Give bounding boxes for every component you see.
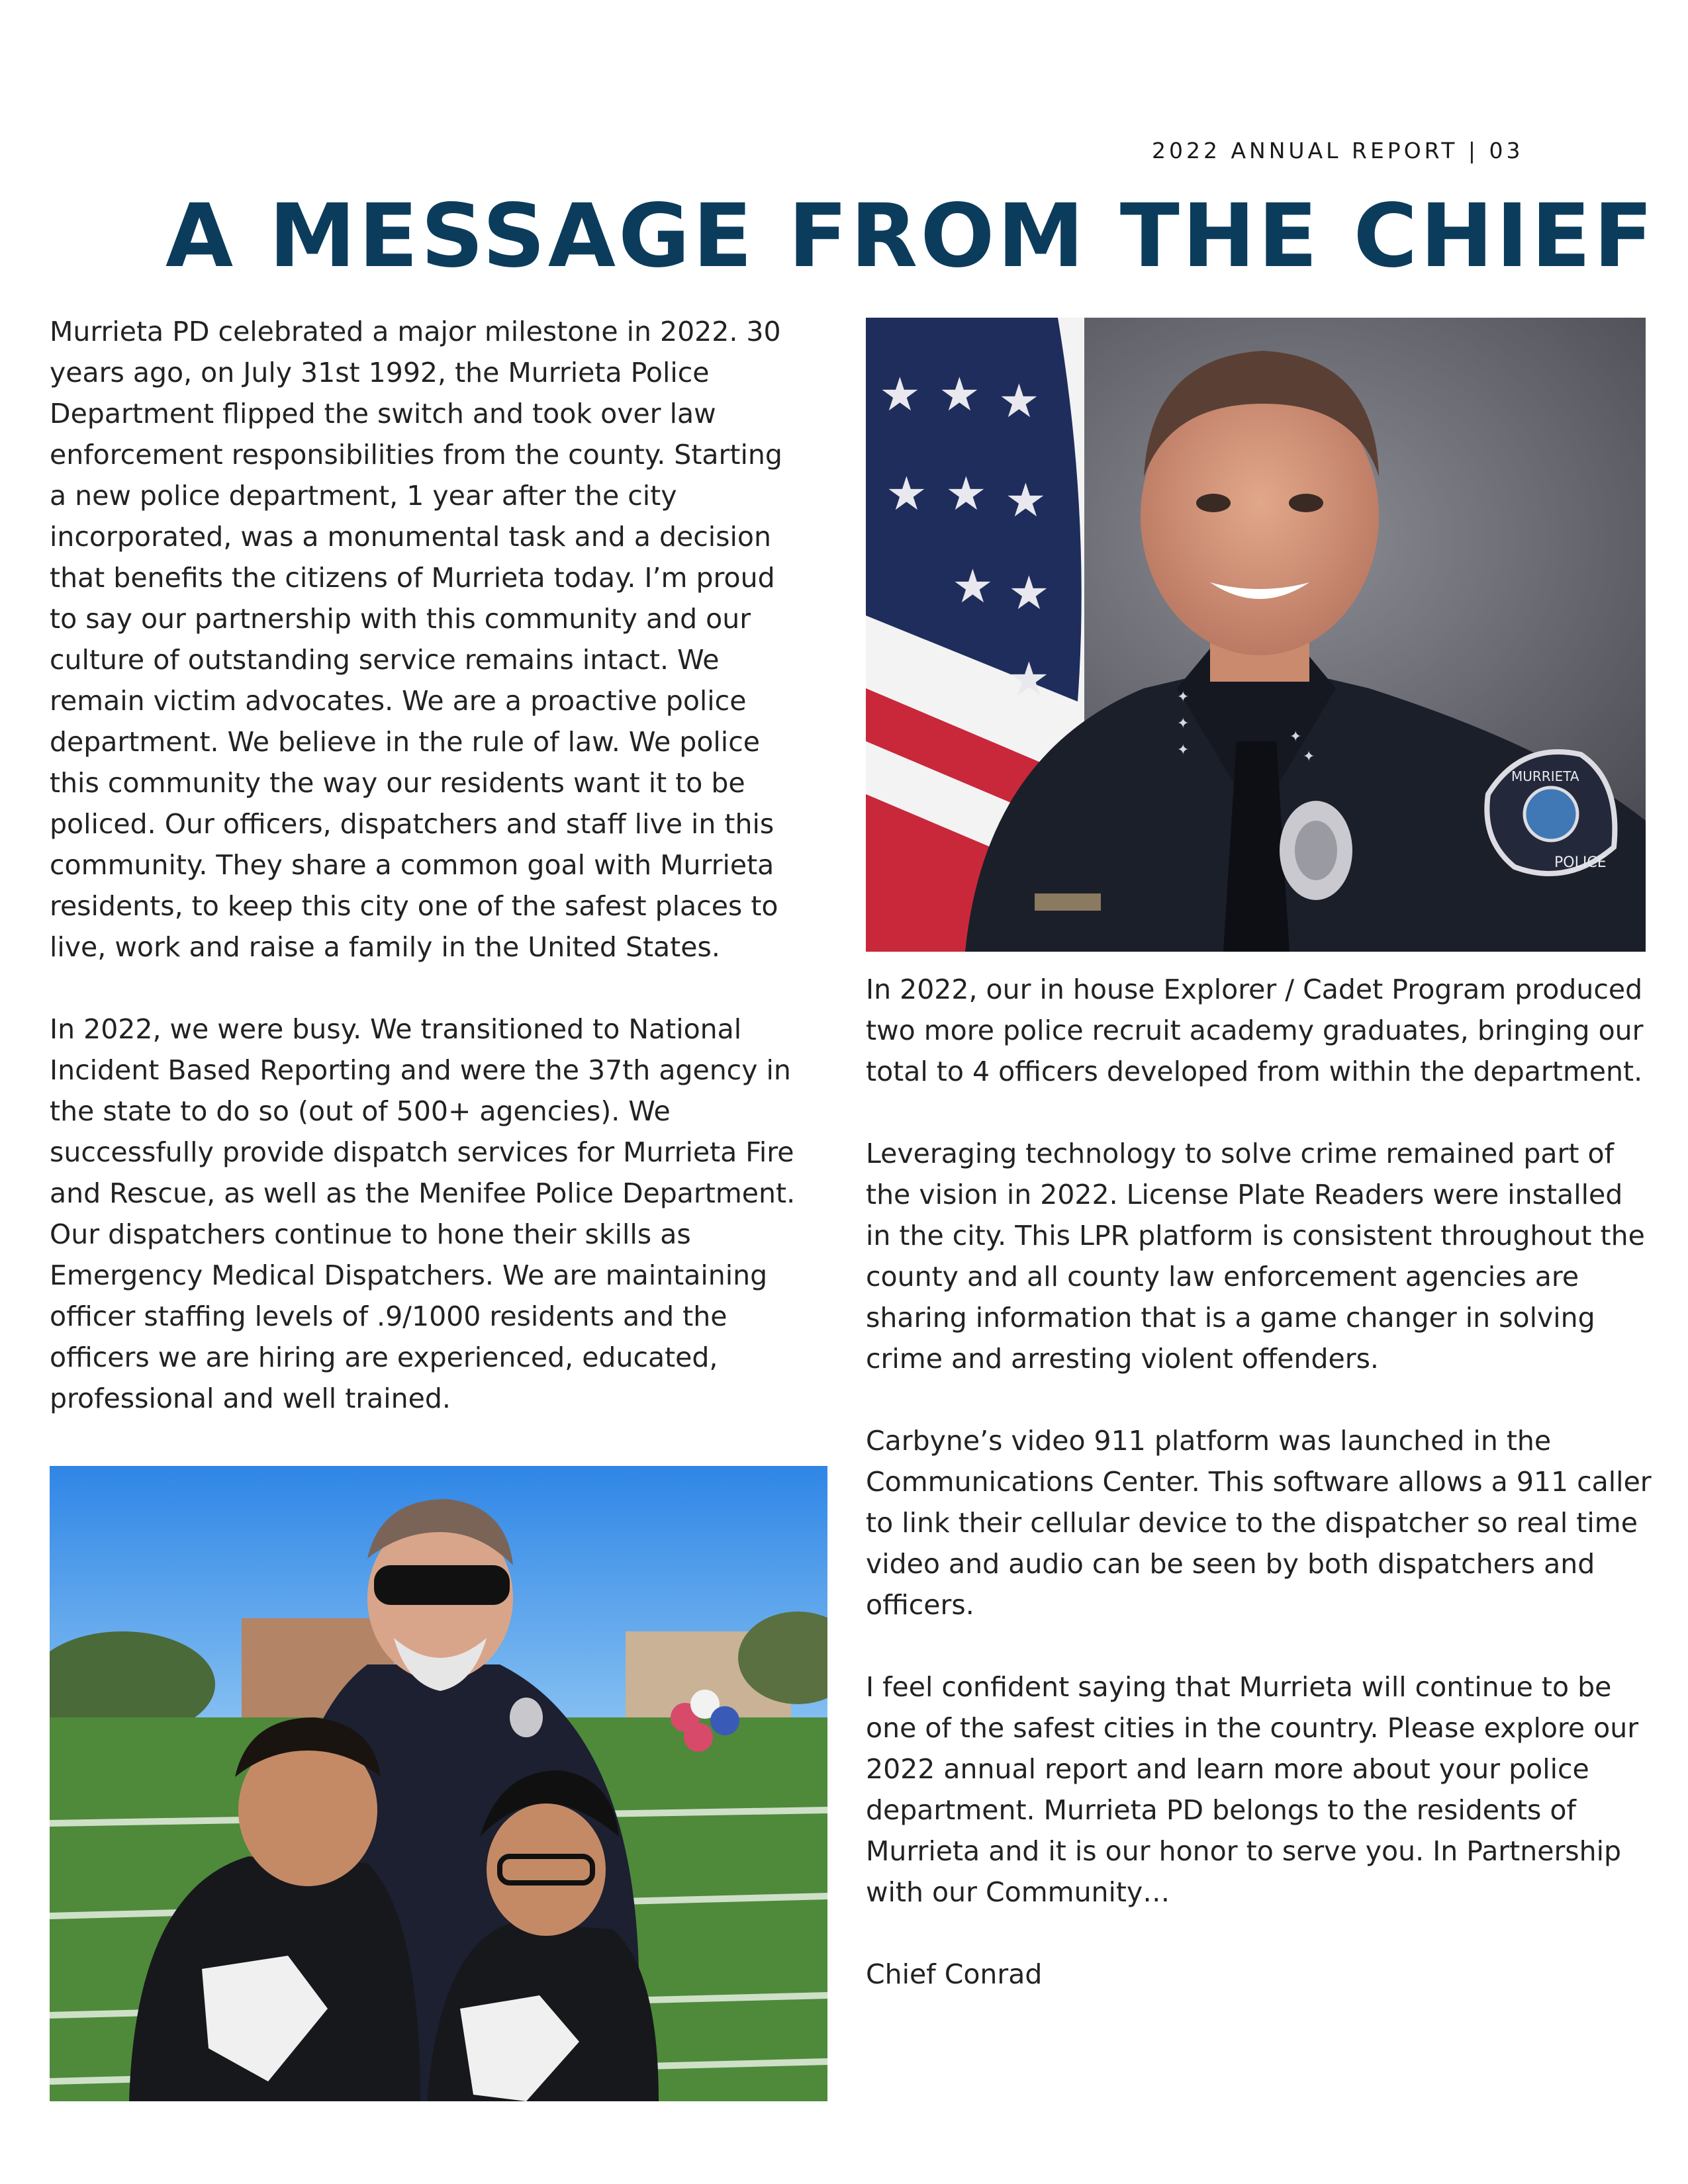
svg-text:★: ★ <box>1008 566 1050 620</box>
svg-text:★: ★ <box>886 467 927 521</box>
paragraph-busy-year: In 2022, we were busy. We transitioned to National Incident Based Reporting and were the 37th agency in the state to do so (out of 500+ agencies). We successfully provide dispatch services for Murrieta Fire and Rescue, as well as the Menifee Police Department. Our dispatchers continue to hone their skills as Emergency Medical Dispatchers. We are maintaining officer staffing levels of .9/1000 residents and the officers we are hiring are experienced, educated, professional and well trained. <box>50 1013 796 1414</box>
svg-text:✦: ✦ <box>1177 715 1190 732</box>
svg-text:★: ★ <box>945 467 987 521</box>
paragraph-explorer-program: In 2022, our in house Explorer / Cadet Program produced two more police recruit academy graduates, bringing our total to 4 officers developed from within the department. <box>866 974 1644 1087</box>
paragraph-technology: Leveraging technology to solve crime remained part of the vision in 2022. License Plate Readers were installed in the city. This LPR platform is consistent throughout the county and all county law enforcement agencies are sharing information that is a game changer in solving crime and arresting violent offenders. <box>866 1138 1645 1375</box>
chief-portrait-photo <box>866 318 1646 952</box>
svg-text:✦: ✦ <box>1289 729 1302 745</box>
svg-text:★: ★ <box>1008 652 1050 706</box>
svg-text:★: ★ <box>879 367 921 422</box>
community-event-photo <box>50 1466 827 2101</box>
left-text-column <box>50 311 804 1419</box>
sunglasses-icon <box>374 1565 510 1605</box>
svg-text:★: ★ <box>998 374 1040 428</box>
police-badge-icon <box>1280 801 1352 900</box>
page-title: A MESSAGE FROM THE CHIEF <box>165 185 1656 287</box>
svg-text:✦: ✦ <box>1303 749 1315 765</box>
paragraph-closing: I feel confident saying that Murrieta will continue to be one of the safest cities in the country. Please explore our 2022 annual report and learn more about your police department. Murrieta PD belongs to the residents of Murrieta and it is our honor to serve you. In Partnership with our Community… <box>866 1671 1639 1908</box>
paragraph-milestone: Murrieta PD celebrated a major milestone in 2022. 30 years ago, on July 31st 1992, the Murrieta Police Department flipped the switch and took over law enforcement responsibilities from the county. Starting a new police department, 1 year after the city incorporated, was a monumental task and a decision that benefits the citizens of Murrieta today. I’m proud to say our partnership with this community and our culture of outstanding service remains intact. We remain victim advocates. We are a proactive police department. We believe in the rule of law. We police this community the way our residents want it to be policed. Our officers, dispatchers and staff live in this community. They share a common goal with Murrieta residents, to keep this city one of the safest places to live, work and raise a family in the United States. <box>50 316 782 963</box>
signature: Chief Conrad <box>866 1958 1043 1990</box>
police-shoulder-patch <box>1487 752 1615 874</box>
svg-text:★: ★ <box>939 367 980 422</box>
svg-text:★: ★ <box>952 559 994 614</box>
paragraph-video-911: Carbyne’s video 911 platform was launched in the Communications Center. This software allows a 911 caller to link their cellular device to the dispatcher so real time video and audio can be seen by both dispatchers and officers. <box>866 1425 1652 1621</box>
patch-text-top: MURRIETA <box>1511 768 1579 784</box>
svg-text:✦: ✦ <box>1177 742 1190 758</box>
right-text-column <box>866 969 1654 1995</box>
svg-text:✦: ✦ <box>1177 689 1190 705</box>
svg-text:★: ★ <box>1005 473 1047 527</box>
patch-text-bottom: POLICE <box>1554 854 1607 871</box>
report-page-label: 2022 ANNUAL REPORT | 03 <box>1152 138 1524 163</box>
